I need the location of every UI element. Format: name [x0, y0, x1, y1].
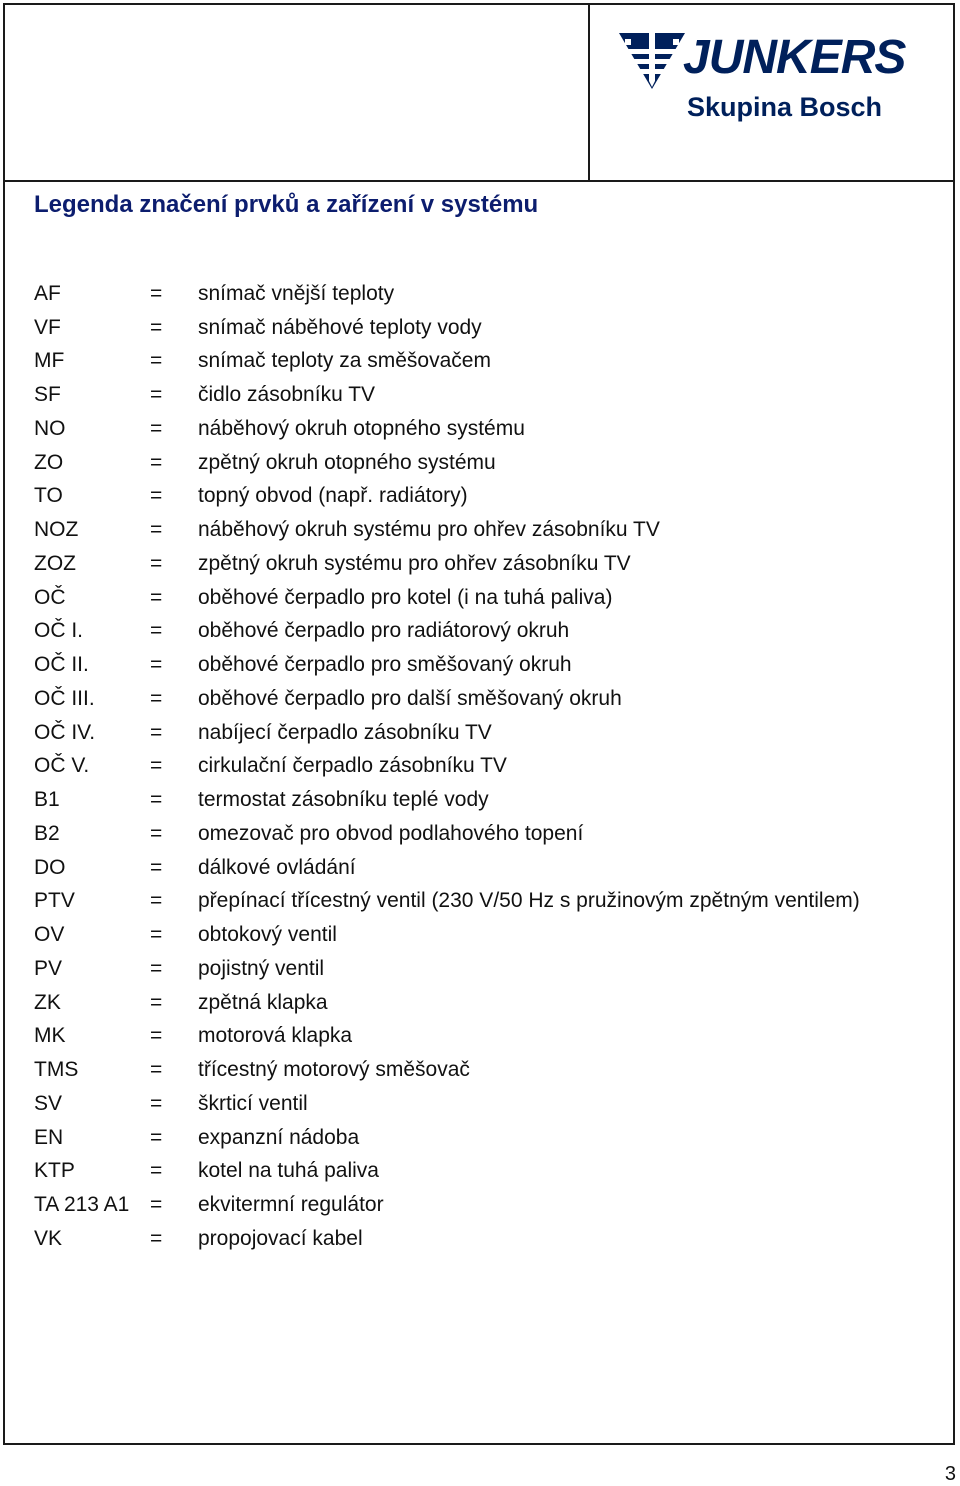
- legend-row: [34, 1222, 934, 1256]
- legend-description: cirkulační čerpadlo zásobníku TV: [198, 754, 507, 778]
- legend-row: [34, 345, 934, 379]
- legend-description: omezovač pro obvod podlahového topení: [198, 821, 584, 845]
- legend-row: [34, 648, 934, 682]
- legend-equals: =: [150, 720, 163, 744]
- legend-description: ekvitermní regulátor: [198, 1193, 384, 1217]
- legend-code: TA 213 A1: [34, 1193, 130, 1217]
- legend-equals: =: [150, 990, 163, 1014]
- legend-equals: =: [150, 1159, 163, 1183]
- legend-equals: =: [150, 518, 163, 542]
- legend-description: náběhový okruh systému pro ohřev zásobníku TV: [198, 518, 660, 542]
- legend-row: [34, 1188, 934, 1222]
- legend-description: snímač náběhové teploty vody: [198, 315, 482, 339]
- legend-equals: =: [150, 1125, 163, 1149]
- legend-equals: =: [150, 821, 163, 845]
- page-number: 3: [944, 1463, 956, 1485]
- legend-code: OČ I.: [34, 619, 84, 643]
- legend-code: KTP: [34, 1159, 75, 1183]
- legend-description: motorová klapka: [198, 1024, 353, 1048]
- legend-equals: =: [150, 855, 163, 879]
- legend-code: SV: [34, 1091, 63, 1115]
- header-divider: [5, 180, 953, 182]
- page-title: Legenda značení prvků a zařízení v systému: [34, 191, 539, 218]
- legend-row: [34, 1155, 934, 1189]
- legend-description: oběhové čerpadlo pro další směšovaný okruh: [198, 686, 622, 710]
- legend-equals: =: [150, 585, 163, 609]
- legend-code: OV: [34, 923, 65, 947]
- legend-description: přepínací třícestný ventil (230 V/50 Hz s pružinovým zpětným ventilem): [198, 889, 860, 913]
- logo-box-divider: [588, 5, 590, 181]
- legend-equals: =: [150, 315, 163, 339]
- legend-code: PV: [34, 956, 63, 980]
- legend-equals: =: [150, 889, 163, 913]
- legend-code: DO: [34, 855, 66, 879]
- legend-equals: =: [150, 1058, 163, 1082]
- legend-description: termostat zásobníku teplé vody: [198, 788, 489, 812]
- legend-row: [34, 277, 934, 311]
- legend-description: třícestný motorový směšovač: [198, 1058, 470, 1082]
- legend-row: [34, 446, 934, 480]
- legend-code: OČ III.: [34, 686, 95, 710]
- legend-code: OČ II.: [34, 653, 89, 677]
- legend-row: [34, 378, 934, 412]
- legend-row: [34, 750, 934, 784]
- legend-code: EN: [34, 1125, 64, 1149]
- junkers-logo: [619, 31, 939, 131]
- legend-equals: =: [150, 1024, 163, 1048]
- brand-subtitle: Skupina Bosch: [687, 92, 883, 122]
- legend-row: [34, 412, 934, 446]
- legend-row: [34, 1020, 934, 1054]
- legend-code: TMS: [34, 1058, 79, 1082]
- legend-equals: =: [150, 349, 163, 373]
- legend-code: B2: [34, 821, 60, 845]
- legend-row: [34, 311, 934, 345]
- legend-row: [34, 817, 934, 851]
- legend-code: ZK: [34, 990, 61, 1014]
- legend-row: [34, 547, 934, 581]
- legend-code: NO: [34, 416, 66, 440]
- legend-description: škrticí ventil: [198, 1091, 308, 1115]
- legend-equals: =: [150, 450, 163, 474]
- legend-equals: =: [150, 1193, 163, 1217]
- legend-equals: =: [150, 788, 163, 812]
- legend-row: [34, 581, 934, 615]
- legend-row: [34, 952, 934, 986]
- legend-equals: =: [150, 686, 163, 710]
- legend-row: [34, 986, 934, 1020]
- legend-code: ZOZ: [34, 551, 76, 575]
- legend-code: AF: [34, 281, 61, 305]
- legend-equals: =: [150, 619, 163, 643]
- legend-code: B1: [34, 788, 60, 812]
- legend-code: OČ IV.: [34, 720, 96, 744]
- legend-row: [34, 716, 934, 750]
- legend-code: SF: [34, 383, 61, 407]
- junkers-propeller-logo-icon: [619, 31, 685, 91]
- legend-equals: =: [150, 1091, 163, 1115]
- brand-name: JUNKERS: [683, 31, 906, 84]
- legend-description: snímač teploty za směšovačem: [198, 349, 491, 373]
- legend-code: VK: [34, 1226, 63, 1250]
- page-frame: [3, 3, 955, 1445]
- legend-description: zpětná klapka: [198, 990, 328, 1014]
- legend-description: expanzní nádoba: [198, 1125, 360, 1149]
- legend-row: [34, 1053, 934, 1087]
- legend-description: obtokový ventil: [198, 923, 337, 947]
- legend-row: [34, 851, 934, 885]
- legend-row: [34, 918, 934, 952]
- legend-description: oběhové čerpadlo pro kotel (i na tuhá paliva): [198, 585, 613, 609]
- legend-list: [34, 277, 934, 1256]
- legend-description: snímač vnější teploty: [198, 281, 395, 305]
- legend-description: zpětný okruh systému pro ohřev zásobníku TV: [198, 551, 631, 575]
- legend-equals: =: [150, 551, 163, 575]
- legend-code: TO: [34, 484, 63, 508]
- legend-row: [34, 615, 934, 649]
- legend-description: kotel na tuhá paliva: [198, 1159, 379, 1183]
- legend-equals: =: [150, 923, 163, 947]
- legend-code: OČ: [34, 585, 66, 609]
- legend-row: [34, 885, 934, 919]
- legend-code: ZO: [34, 450, 64, 474]
- legend-row: [34, 783, 934, 817]
- legend-equals: =: [150, 484, 163, 508]
- legend-description: čidlo zásobníku TV: [198, 383, 376, 407]
- legend-description: topný obvod (např. radiátory): [198, 484, 468, 508]
- legend-equals: =: [150, 754, 163, 778]
- legend-description: oběhové čerpadlo pro radiátorový okruh: [198, 619, 570, 643]
- legend-description: zpětný okruh otopného systému: [198, 450, 496, 474]
- legend-equals: =: [150, 383, 163, 407]
- legend-row: [34, 513, 934, 547]
- legend-description: nabíjecí čerpadlo zásobníku TV: [198, 720, 492, 744]
- legend-description: pojistný ventil: [198, 956, 325, 980]
- legend-equals: =: [150, 653, 163, 677]
- legend-row: [34, 1087, 934, 1121]
- legend-equals: =: [150, 281, 163, 305]
- legend-row: [34, 1121, 934, 1155]
- legend-description: dálkové ovládání: [198, 855, 356, 879]
- legend-code: MF: [34, 349, 65, 373]
- legend-code: PTV: [34, 889, 75, 913]
- legend-code: MK: [34, 1024, 66, 1048]
- legend-row: [34, 480, 934, 514]
- legend-description: propojovací kabel: [198, 1226, 363, 1250]
- legend-row: [34, 682, 934, 716]
- legend-equals: =: [150, 1226, 163, 1250]
- legend-code: NOZ: [34, 518, 79, 542]
- legend-description: oběhové čerpadlo pro směšovaný okruh: [198, 653, 572, 677]
- legend-equals: =: [150, 956, 163, 980]
- legend-equals: =: [150, 416, 163, 440]
- legend-description: náběhový okruh otopného systému: [198, 416, 525, 440]
- legend-code: OČ V.: [34, 754, 90, 778]
- legend-code: VF: [34, 315, 61, 339]
